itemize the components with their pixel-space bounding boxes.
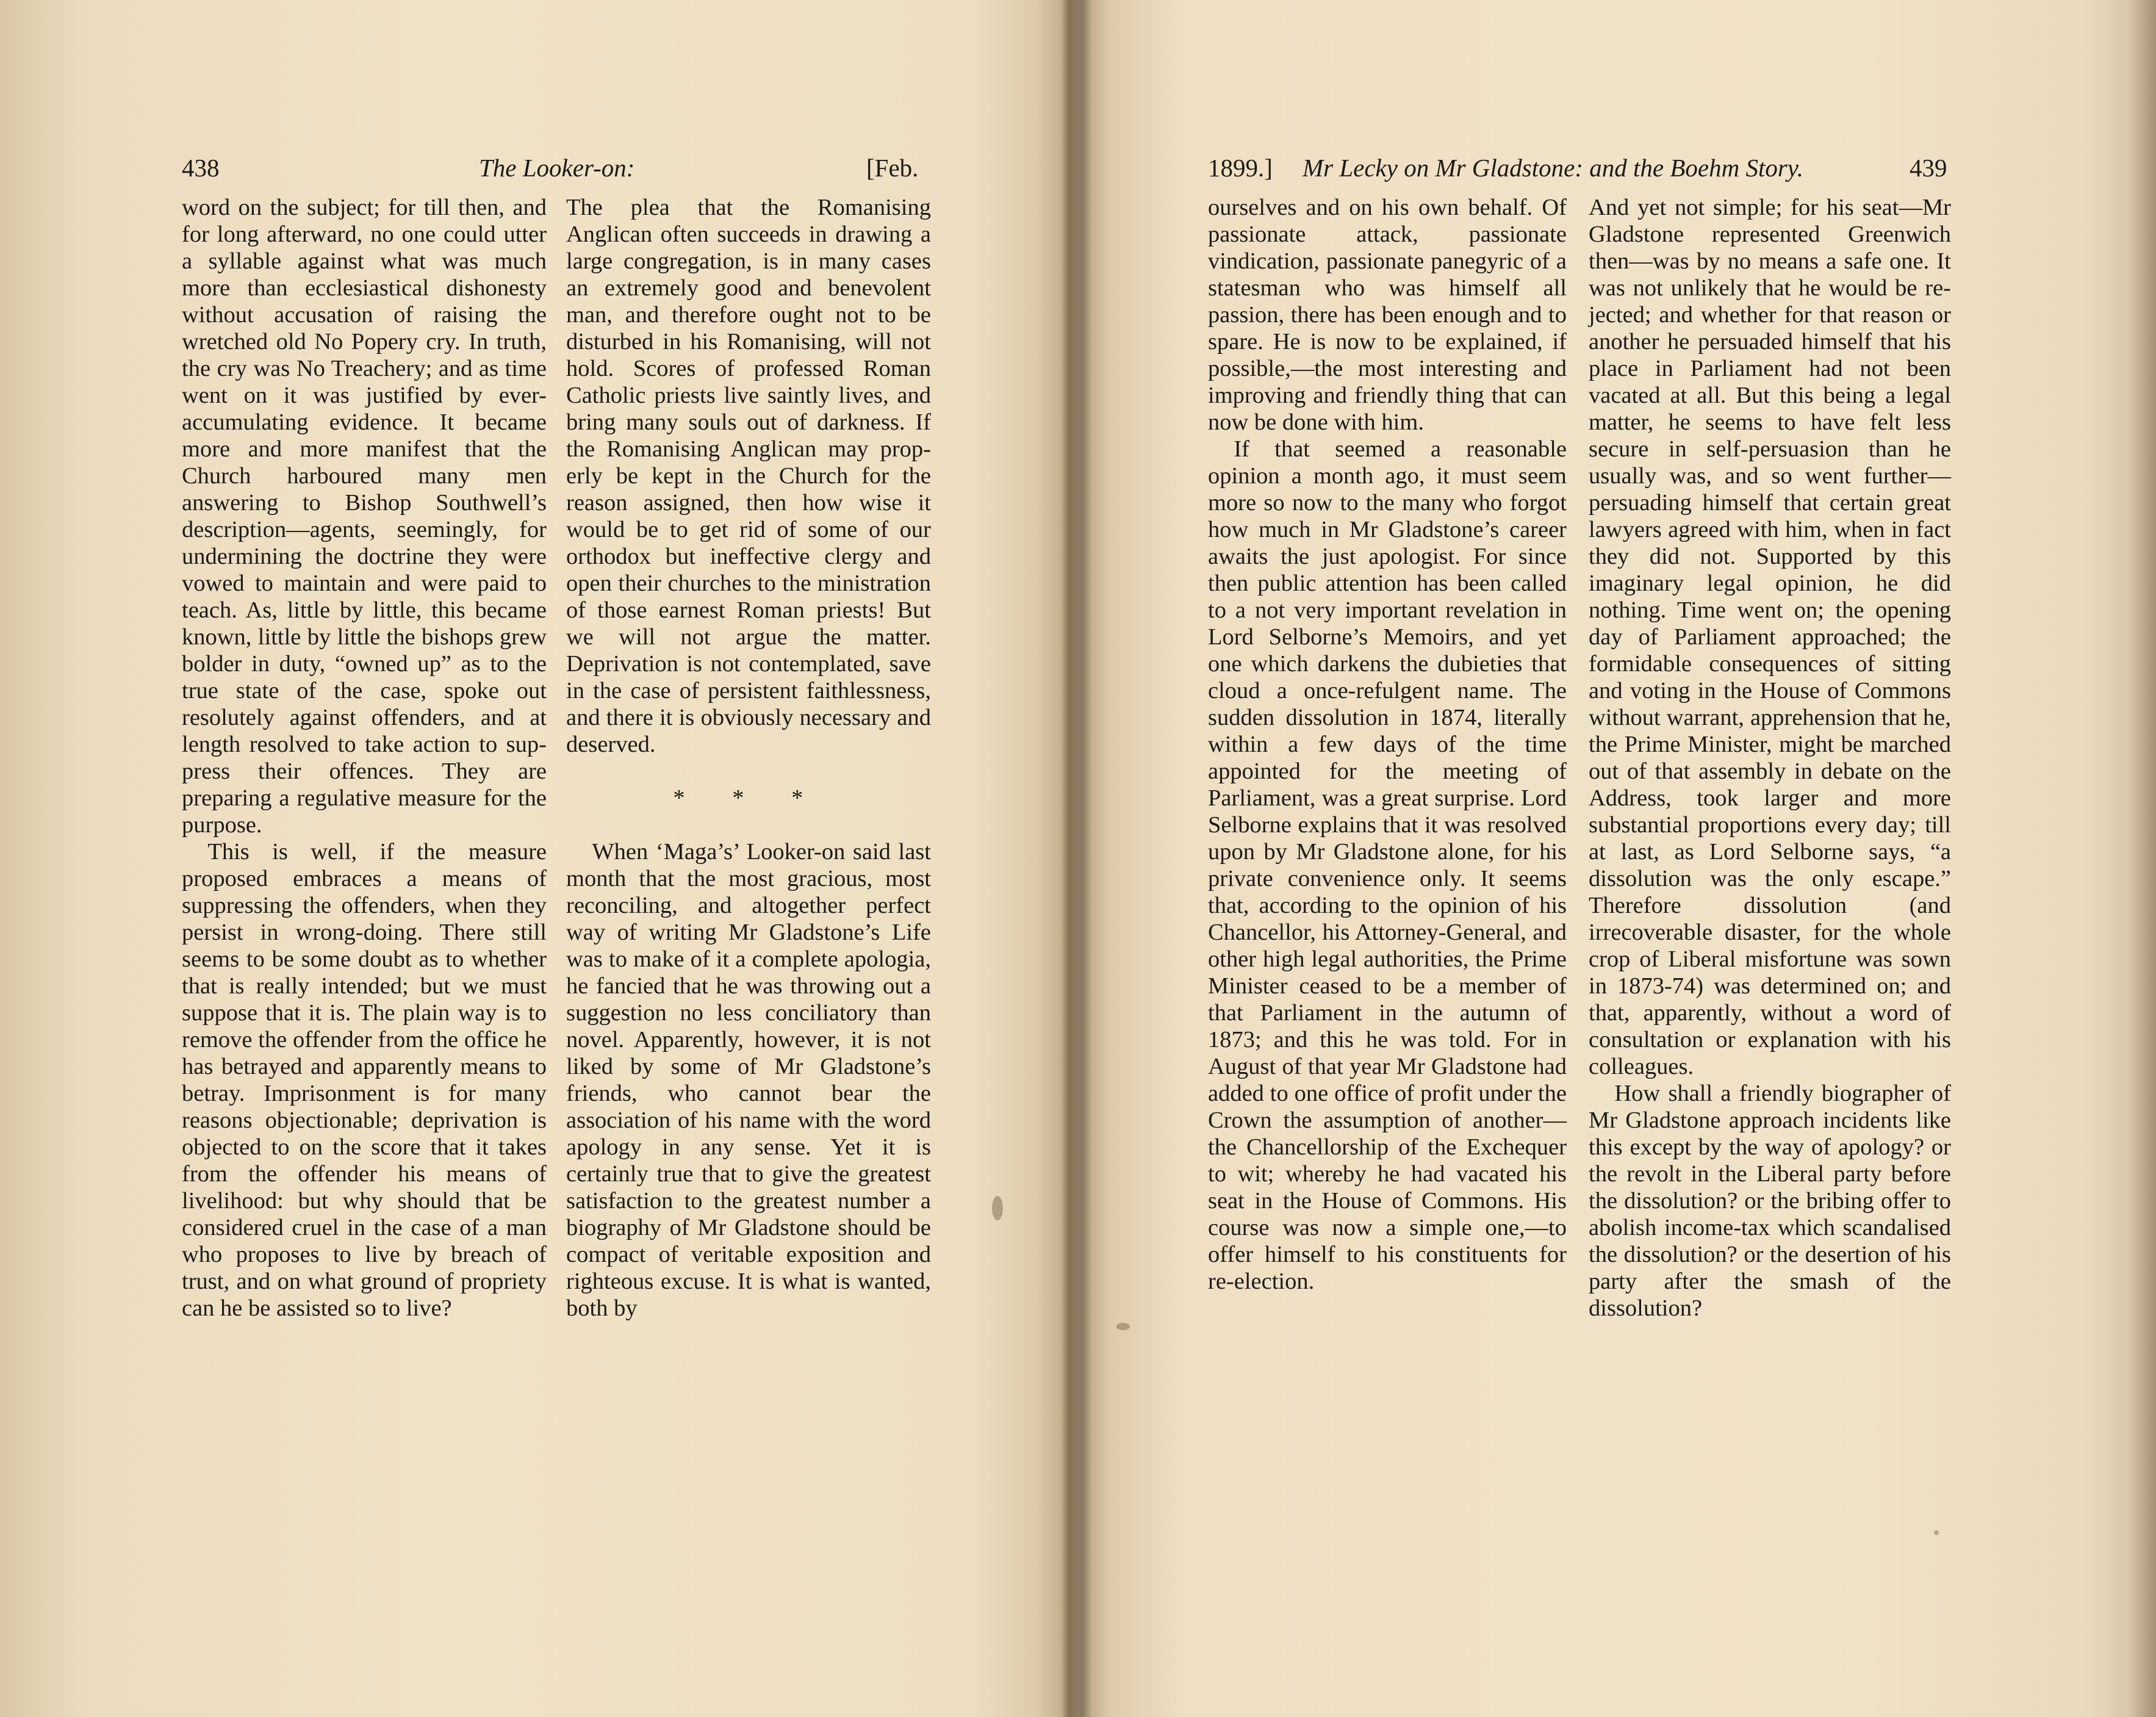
running-year: 1899.] (1208, 154, 1273, 182)
left-page (0, 0, 1074, 1717)
text-column-4 (1589, 194, 1951, 1322)
running-title: The Looker-on: (479, 154, 635, 182)
text-column-3 (1208, 194, 1567, 1295)
text-column-2 (566, 194, 931, 1322)
running-title: Mr Lecky on Mr Gladstone: and the Boehm Story. (1303, 154, 1803, 182)
page-number: 438 (182, 154, 220, 182)
paper-blemish (1934, 1530, 1939, 1535)
paragraph: word on the subject; for till then, and for long afterward, no one could utter a syllable against what was much more than ecclesiastical dishonesty without accusation of raising the wretched old No Popery cry. In truth, the cry was No Treachery; and as time went on it was justified by ever-accumulating evidence. It became more and more manifest that the Church harboured many men answering to Bishop Southwell’s description—agents, seemingly, for undermining the doctrine they were vowed to maintain and were paid to teach. As, little by little, this became known, little by little the bishops grew bolder in duty, “owned up” as to the true state of the case, spoke out resolutely against offenders, and at length resolved to take action to suppress their offences. They are preparing a regulative measure for the purpose. (182, 195, 547, 838)
paragraph: The plea that the Romanising Anglican often succeeds in drawing a large congregation, is in many cases an extremely good and benevolent man, and therefore ought not to be disturbed in his Romanising, will not hold. Scores of professed Roman Catholic priests live saintly lives, and bring many souls out of darkness. If the Romanising Anglican may properly be kept in the Church for the reason assigned, then how wise it would be to get rid of some of our orthodox but ineffective clergy and open their churches to the ministration of those earnest Roman priests! But we will not argue the matter. Deprivation is not contemplated, save in the case of persistent faithlessness, and there it is obviously necessary and deserved. (566, 195, 931, 757)
paper-blemish (992, 1196, 1003, 1220)
running-month: [Feb. (866, 154, 919, 182)
text-column-1 (182, 194, 547, 1322)
paragraph: ourselves and on his own behalf. Of passionate attack, passionate vindication, passionate panegyric of a statesman who was himself all passion, there has been enough and to spare. He is now to be explained, if possible,—the most interesting and improving and friendly thing that can now be done with him. (1208, 195, 1567, 435)
paper-blemish (1116, 1323, 1130, 1330)
paragraph: If that seemed a reasonable opinion a month ago, it must seem more so now to the many who forgot how much in Mr Gladstone’s career awaits the just apologist. For since then public attention has been called to a not very important revelation in Lord Selborne’s Memoirs, and yet one which darkens the dubieties that cloud a once-refulgent name. The sudden dissolution in 1874, literally within a few days of the time appointed for the meeting of Parliament, was a great surprise. Lord Selborne explains that it was resolved upon by Mr Gladstone alone, for his private convenience only. It seems that, according to the opinion of his Chancellor, his Attorney-General, and other high legal authorities, the Prime Minister ceased to be a member of that Parliament in the autumn of 1873; and this he was told. For in August of that year Mr Gladstone had added to one office of profit under the Crown the assumption of another—the Chancellorship of the Exchequer to wit; whereby he had vacated his seat in the House of Commons. His course was now a simple one,—to offer himself to his constituents for re-election. (1208, 436, 1567, 1294)
section-separator: * * * (673, 785, 824, 811)
paragraph: This is well, if the measure proposed embraces a means of suppressing the offenders, when they persist in wrong-doing. There still seems to be some doubt as to whether that is really intended; but we must suppose that it is. The plain way is to remove the offender from the office he has betrayed and apparently means to betray. Imprisonment is for many reasons objectionable; deprivation is objected to on the score that it takes from the offender his means of livelihood: but why should that be considered cruel in the case of a man who proposes to live by breach of trust, and on what ground of propriety can he be assisted so to live? (182, 839, 547, 1321)
right-running-head (1208, 146, 1953, 189)
paragraph: How shall a friendly biographer of Mr Gladstone approach incidents like this except by the way of apology? or the revolt in the Liberal party before the dissolution? or the bribing offer to abolish income-tax which scandalised the dissolution? or the desertion of his party after the smash of the dissolution? (1589, 1081, 1951, 1321)
left-running-head (182, 146, 927, 189)
page-number: 439 (1910, 154, 1947, 182)
paragraph: When ‘Maga’s’ Looker-on said last month that the most gracious, most reconciling, and altogether perfect way of writing Mr Gladstone’s Life was to make of it a complete apologia, he fancied that he was throwing out a suggestion no less conciliatory than novel. Apparently, however, it is not liked by some of Mr Gladstone’s friends, who cannot bear the association of his name with the word apology in any sense. Yet it is certainly true that to give the greatest satisfaction to the greatest number a biography of Mr Gladstone should be compact of veritable exposition and righteous excuse. It is what is wanted, both by (566, 839, 931, 1321)
paragraph: And yet not simple; for his seat—Mr Gladstone represented Greenwich then—was by no means a safe one. It was not unlikely that he would be rejected; and whether for that reason or another he persuaded himself that his place in Parliament had not been vacated at all. But this being a legal matter, he seems to have felt less secure in self-persuasion than he usually was, and so went further—persuading himself that certain great lawyers agreed with him, when in fact they did not. Supported by this imaginary legal opinion, he did nothing. Time went on; the opening day of Parliament approached; the formidable consequences of sitting and voting in the House of Commons without warrant, apprehension that he, the Prime Minister, might be marched out of that assembly in debate on the Address, took larger and more substantial proportions every day; till at last, as Lord Selborne says, “a dissolution was the only escape.” Therefore dissolution (and irrecoverable disaster, for the whole crop of Liberal misfortune was sown in 1873-74) was determined on; and that, apparently, without a word of consultation or explanation with his colleagues. (1589, 195, 1951, 1079)
